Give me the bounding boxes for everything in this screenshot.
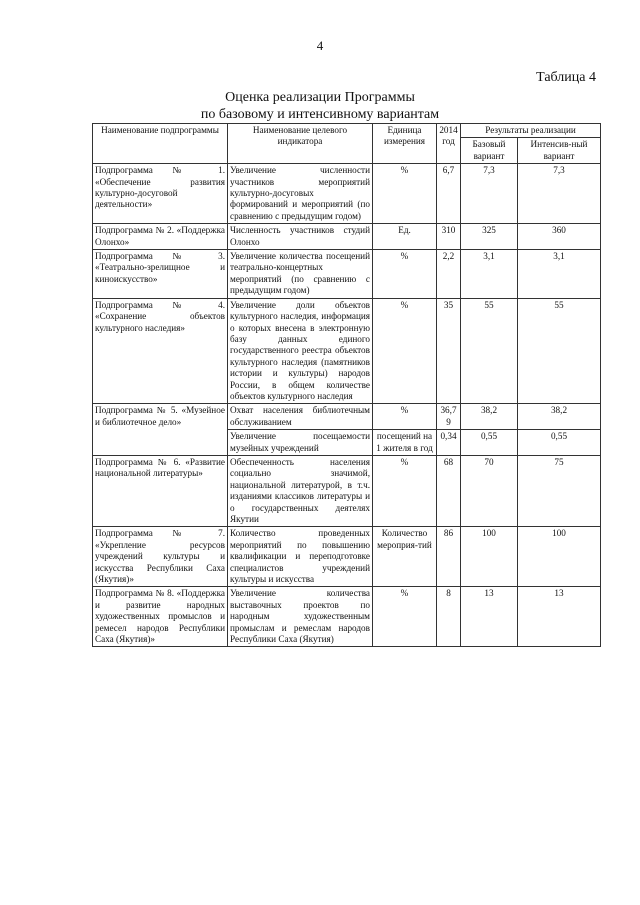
intensive-value-cell: 7,3 xyxy=(518,164,601,224)
year-value-cell: 0,34 xyxy=(437,430,461,456)
table-row xyxy=(93,164,601,224)
table-title xyxy=(0,89,640,123)
intensive-value-cell: 100 xyxy=(518,527,601,587)
year-value-cell: 310 xyxy=(437,224,461,250)
intensive-value-cell: 360 xyxy=(518,224,601,250)
year-value-cell: 8 xyxy=(437,587,461,647)
intensive-value-cell: 38,2 xyxy=(518,404,601,430)
indicator-cell: Увеличение численности участников мероприятий культурно-досуговых формирований и мероприятий (по сравнению с предыдущим годом) xyxy=(228,164,373,224)
unit-cell: % xyxy=(373,404,437,430)
base-value-cell: 3,1 xyxy=(461,250,518,299)
unit-cell: % xyxy=(373,164,437,224)
intensive-value-cell: 13 xyxy=(518,587,601,647)
table-row xyxy=(93,224,601,250)
intensive-value-cell: 3,1 xyxy=(518,250,601,299)
subprogram-cell: Подпрограмма № 3. «Театрально-зрелищное и киноискусство» xyxy=(93,250,228,299)
page-number: 4 xyxy=(316,38,324,53)
table-row xyxy=(93,298,601,404)
unit-cell: Ед. xyxy=(373,224,437,250)
title-line-1: Оценка реализации Программы xyxy=(225,90,415,105)
year-value-cell: 86 xyxy=(437,527,461,587)
indicator-cell: Численность участников студий Олонхо xyxy=(228,224,373,250)
subprogram-cell: Подпрограмма № 4. «Сохранение объектов культурного наследия» xyxy=(93,298,228,404)
indicator-cell: Охват населения библиотечным обслуживанием xyxy=(228,404,373,430)
header-indicator: Наименование целевого индикатора xyxy=(228,124,373,164)
subprogram-cell: Подпрограмма № 6. «Развитие национальной литературы» xyxy=(93,455,228,526)
indicator-cell: Увеличение посещаемости музейных учреждений xyxy=(228,430,373,456)
subprogram-cell: Подпрограмма № 7. «Укрепление ресурсов учреждений культуры и искусства Республики Саха (Якутия)» xyxy=(93,527,228,587)
indicator-cell: Увеличение количества выставочных проектов по народным художественным промыслам и ремеслам народов Республики Саха (Якутия) xyxy=(228,587,373,647)
unit-cell: % xyxy=(373,298,437,404)
table-row xyxy=(93,587,601,647)
intensive-value-cell: 55 xyxy=(518,298,601,404)
year-value-cell: 2,2 xyxy=(437,250,461,299)
base-value-cell: 100 xyxy=(461,527,518,587)
year-value-cell: 36,79 xyxy=(437,404,461,430)
title-line-2: по базовому и интенсивному вариантам xyxy=(200,107,440,122)
year-value-cell: 35 xyxy=(437,298,461,404)
base-value-cell: 38,2 xyxy=(461,404,518,430)
indicator-cell: Увеличение количества посещений театрально-концертных мероприятий (по сравнению с предыдущим годом) xyxy=(228,250,373,299)
year-value-cell: 68 xyxy=(437,455,461,526)
header-base-variant: Базовый вариант xyxy=(461,138,518,164)
header-results: Результаты реализации xyxy=(461,124,601,138)
subprogram-cell: Подпрограмма № 8. «Поддержка и развитие народных художественных промыслов и ремесел народов Республики Саха (Якутия)» xyxy=(93,587,228,647)
year-value-cell: 6,7 xyxy=(437,164,461,224)
unit-cell: % xyxy=(373,250,437,299)
header-intensive-variant: Интенсив-ный вариант xyxy=(518,138,601,164)
subprogram-cell: Подпрограмма № 2. «Поддержка Олонхо» xyxy=(93,224,228,250)
table-row xyxy=(93,404,601,430)
unit-cell: Количество мероприя-тий xyxy=(373,527,437,587)
unit-cell: посещений на 1 жителя в год xyxy=(373,430,437,456)
base-value-cell: 325 xyxy=(461,224,518,250)
table-header-row xyxy=(93,124,601,138)
base-value-cell: 13 xyxy=(461,587,518,647)
unit-cell: % xyxy=(373,455,437,526)
header-year: 2014 год xyxy=(437,124,461,164)
intensive-value-cell: 0,55 xyxy=(518,430,601,456)
intensive-value-cell: 75 xyxy=(518,455,601,526)
base-value-cell: 7,3 xyxy=(461,164,518,224)
subprogram-cell: Подпрограмма № 5. «Музейное и библиотечное дело» xyxy=(93,404,228,456)
subprogram-cell: Подпрограмма № 1. «Обеспечение развития культурно-досуговой деятельности» xyxy=(93,164,228,224)
table-row xyxy=(93,455,601,526)
header-unit: Единица измерения xyxy=(373,124,437,164)
table-row xyxy=(93,527,601,587)
table-row xyxy=(93,250,601,299)
indicator-cell: Увеличение доли объектов культурного наследия, информация о которых внесена в электронную базу данных единого государственного реестра объектов культурного наследия (памятников истории и культуры) народов России, в общем количестве объектов культурного наследия xyxy=(228,298,373,404)
base-value-cell: 70 xyxy=(461,455,518,526)
base-value-cell: 0,55 xyxy=(461,430,518,456)
header-subprogram: Наименование подпрограммы xyxy=(93,124,228,164)
results-table xyxy=(92,123,601,647)
table-label: Таблица 4 xyxy=(536,70,596,85)
indicator-cell: Обеспеченность населения социально значимой, национальной литературой, в т.ч. изданиями классиков литературы и о государственных деятелях Якутии xyxy=(228,455,373,526)
unit-cell: % xyxy=(373,587,437,647)
base-value-cell: 55 xyxy=(461,298,518,404)
indicator-cell: Количество проведенных мероприятий по повышению квалификации и переподготовке специалистов учреждений культуры и искусства xyxy=(228,527,373,587)
